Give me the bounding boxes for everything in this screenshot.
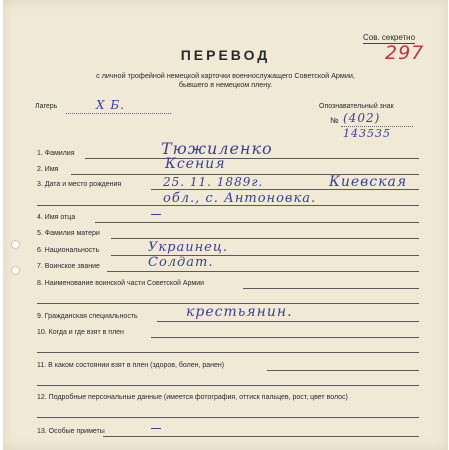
document-subtitle-line1: с личной трофейной немецкой карточки военнослужащего Советской Армии, <box>96 71 355 80</box>
field-5-label: 5. Фамилия матери <box>37 230 100 237</box>
field-2-value: Ксения <box>165 156 226 172</box>
punch-hole <box>11 240 20 249</box>
field-7-label: 7. Воинское звание <box>37 263 100 270</box>
field-12-line2 <box>37 417 419 418</box>
registration-number-stamp: 297 <box>385 42 425 64</box>
classification-label: Сов. секретно <box>363 33 416 42</box>
field-1-line <box>85 158 419 159</box>
document-subtitle-line2: бывшего в немецком плену. <box>178 80 273 89</box>
field-9-line <box>157 321 419 322</box>
field-11-line <box>267 370 419 371</box>
field-3-label: 3. Дата и место рождения <box>37 181 122 188</box>
field-11-line2 <box>37 385 419 386</box>
field-7-value: Солдат. <box>148 255 214 270</box>
field-1-value: Тюжиленко <box>161 139 273 158</box>
document-title: ПЕРЕВОД <box>180 47 271 63</box>
field-3-value-region: Киевская <box>329 174 408 190</box>
field-7-line <box>107 271 419 272</box>
field-6-label: 6. Национальность <box>37 247 100 254</box>
document-sheet <box>3 0 448 450</box>
field-11-label: 11. В каком состоянии взят в плен (здоров, болен, ранен) <box>37 362 225 369</box>
field-4-label: 4. Имя отца <box>37 214 76 221</box>
field-10-label: 10. Когда и где взят в плен <box>37 329 124 336</box>
punch-hole <box>11 266 20 275</box>
field-4-dash <box>151 214 161 215</box>
field-5-line <box>111 238 419 239</box>
field-13-line <box>103 436 419 437</box>
id-tag-value1: (402) <box>343 111 381 125</box>
field-3-value-line2: обл., с. Антоновка. <box>163 191 317 206</box>
camp-line <box>66 113 171 114</box>
field-10-line2 <box>37 352 419 353</box>
field-10-line <box>151 337 419 338</box>
field-13-label: 13. Особые приметы <box>37 428 105 435</box>
field-9-label: 9. Гражданская специальность <box>37 313 138 320</box>
id-tag-value2: 143535 <box>343 127 391 140</box>
camp-label: Лагерь <box>35 103 58 110</box>
field-8-line <box>243 288 419 289</box>
id-tag-number-sign: № <box>330 116 339 125</box>
camp-value: Х Б. <box>96 98 125 112</box>
field-8-label: 8. Наименование воинской части Советской Армии <box>37 280 205 287</box>
field-1-label: 1. Фамилия <box>37 150 75 157</box>
field-9-value: крестьянин. <box>186 304 293 320</box>
field-3-value: 25. 11. 1889г. <box>163 175 264 189</box>
field-6-value: Украинец. <box>148 240 229 255</box>
field-12-label: 12. Подробные персональные данные (имеется фотография, оттиск пальцев, рост, цвет волос) <box>37 394 348 401</box>
field-13-dash <box>151 428 161 429</box>
id-tag-label: Опознавательный знак <box>319 103 394 110</box>
field-4-line <box>95 222 419 223</box>
field-2-label: 2. Имя <box>37 166 59 173</box>
